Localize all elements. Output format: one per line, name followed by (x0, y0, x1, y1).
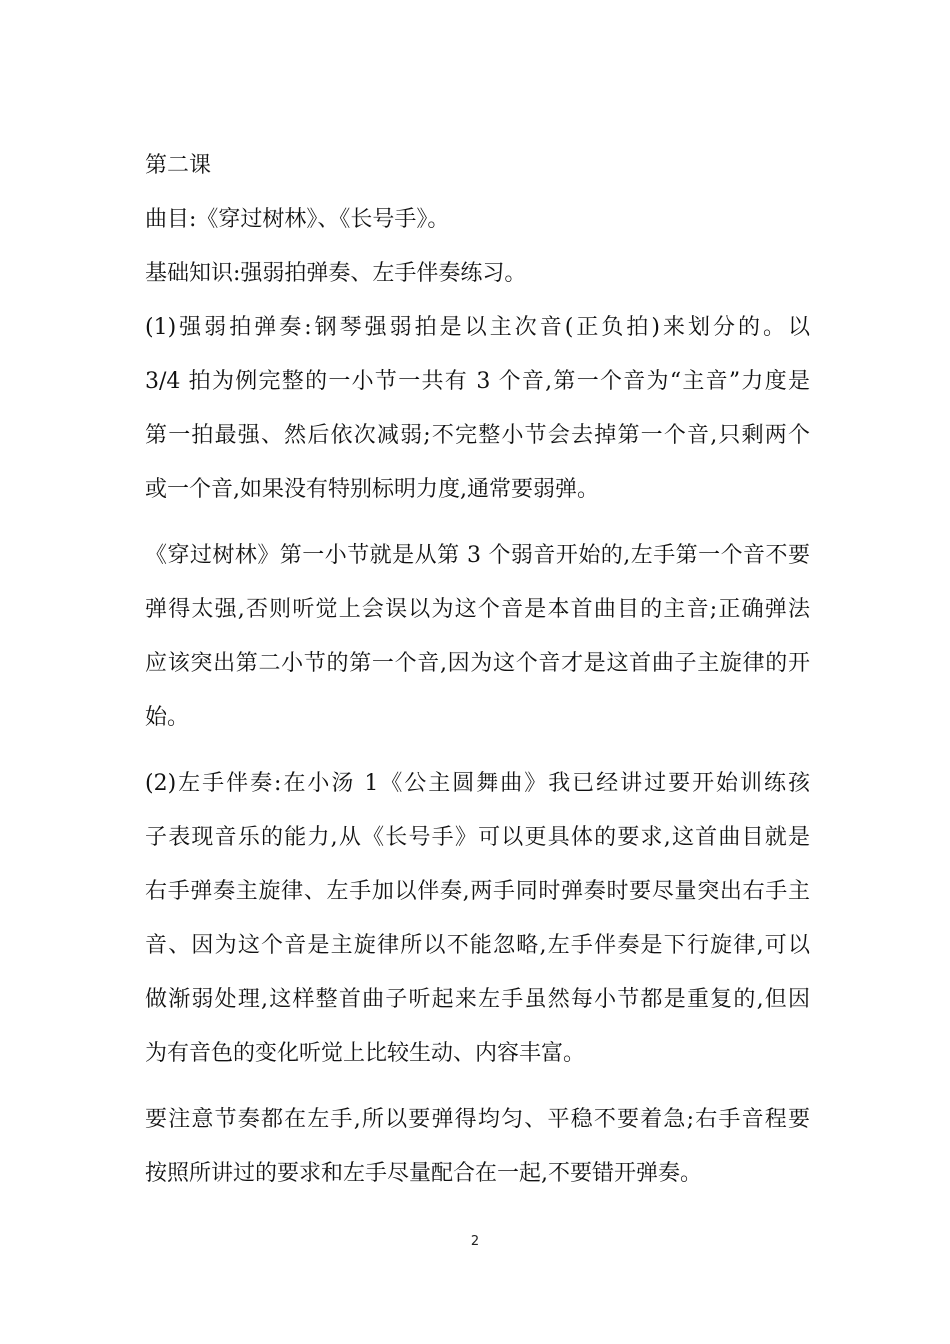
paragraph-line: (2)左手伴奏:在小汤 1《公主圆舞曲》我已经讲过要开始训练孩 (145, 771, 810, 796)
pieces-line: 曲目:《穿过树林》、《长号手》。 (145, 207, 450, 232)
paragraph-strong-weak-beats (145, 314, 810, 504)
paragraph-line: 为有音色的变化听觉上比较生动、内容丰富。 (145, 1041, 586, 1066)
paragraph-line: 3/4 拍为例完整的一小节一共有 3 个音,第一个音为“主音”力度是 (145, 369, 810, 394)
paragraph-line: 按照所讲过的要求和左手尽量配合在一起,不要错开弹奏。 (145, 1161, 702, 1186)
paragraph-left-hand-accompaniment (145, 770, 810, 1068)
paragraph-through-the-woods (145, 542, 810, 732)
document-body (145, 152, 810, 1200)
lesson-title: 第二课 (145, 153, 212, 178)
paragraph-rhythm-note (145, 1106, 810, 1188)
paragraph-line: 第一拍最强、然后依次减弱;不完整小节会去掉第一个音,只剩两个 (145, 423, 810, 448)
paragraph-line: 右手弹奏主旋律、左手加以伴奏,两手同时弹奏时要尽量突出右手主 (145, 879, 810, 904)
paragraph-line: 应该突出第二小节的第一个音,因为这个音才是这首曲子主旋律的开 (145, 651, 810, 676)
paragraph-line: 做渐弱处理,这样整首曲子听起来左手虽然每小节都是重复的,但因 (145, 987, 810, 1012)
page-number: 2 (470, 1234, 480, 1249)
paragraph-line: 《穿过树林》第一小节就是从第 3 个弱音开始的,左手第一个音不要 (145, 543, 810, 568)
paragraph-line: 弹得太强,否则听觉上会误以为这个音是本首曲目的主音;正确弹法 (145, 597, 810, 622)
paragraph-line: (1)强弱拍弹奏:钢琴强弱拍是以主次音(正负拍)来划分的。以 (145, 315, 810, 340)
paragraph-line: 音、因为这个音是主旋律所以不能忽略,左手伴奏是下行旋律,可以 (145, 933, 810, 958)
paragraph-line: 子表现音乐的能力,从《长号手》可以更具体的要求,这首曲目就是 (145, 825, 810, 850)
paragraph-line: 始。 (145, 705, 190, 730)
paragraph-line: 要注意节奏都在左手,所以要弹得均匀、平稳不要着急;右手音程要 (145, 1107, 810, 1132)
basics-line: 基础知识:强弱拍弹奏、左手伴奏练习。 (145, 261, 527, 286)
paragraph-line: 或一个音,如果没有特别标明力度,通常要弱弹。 (145, 477, 599, 502)
